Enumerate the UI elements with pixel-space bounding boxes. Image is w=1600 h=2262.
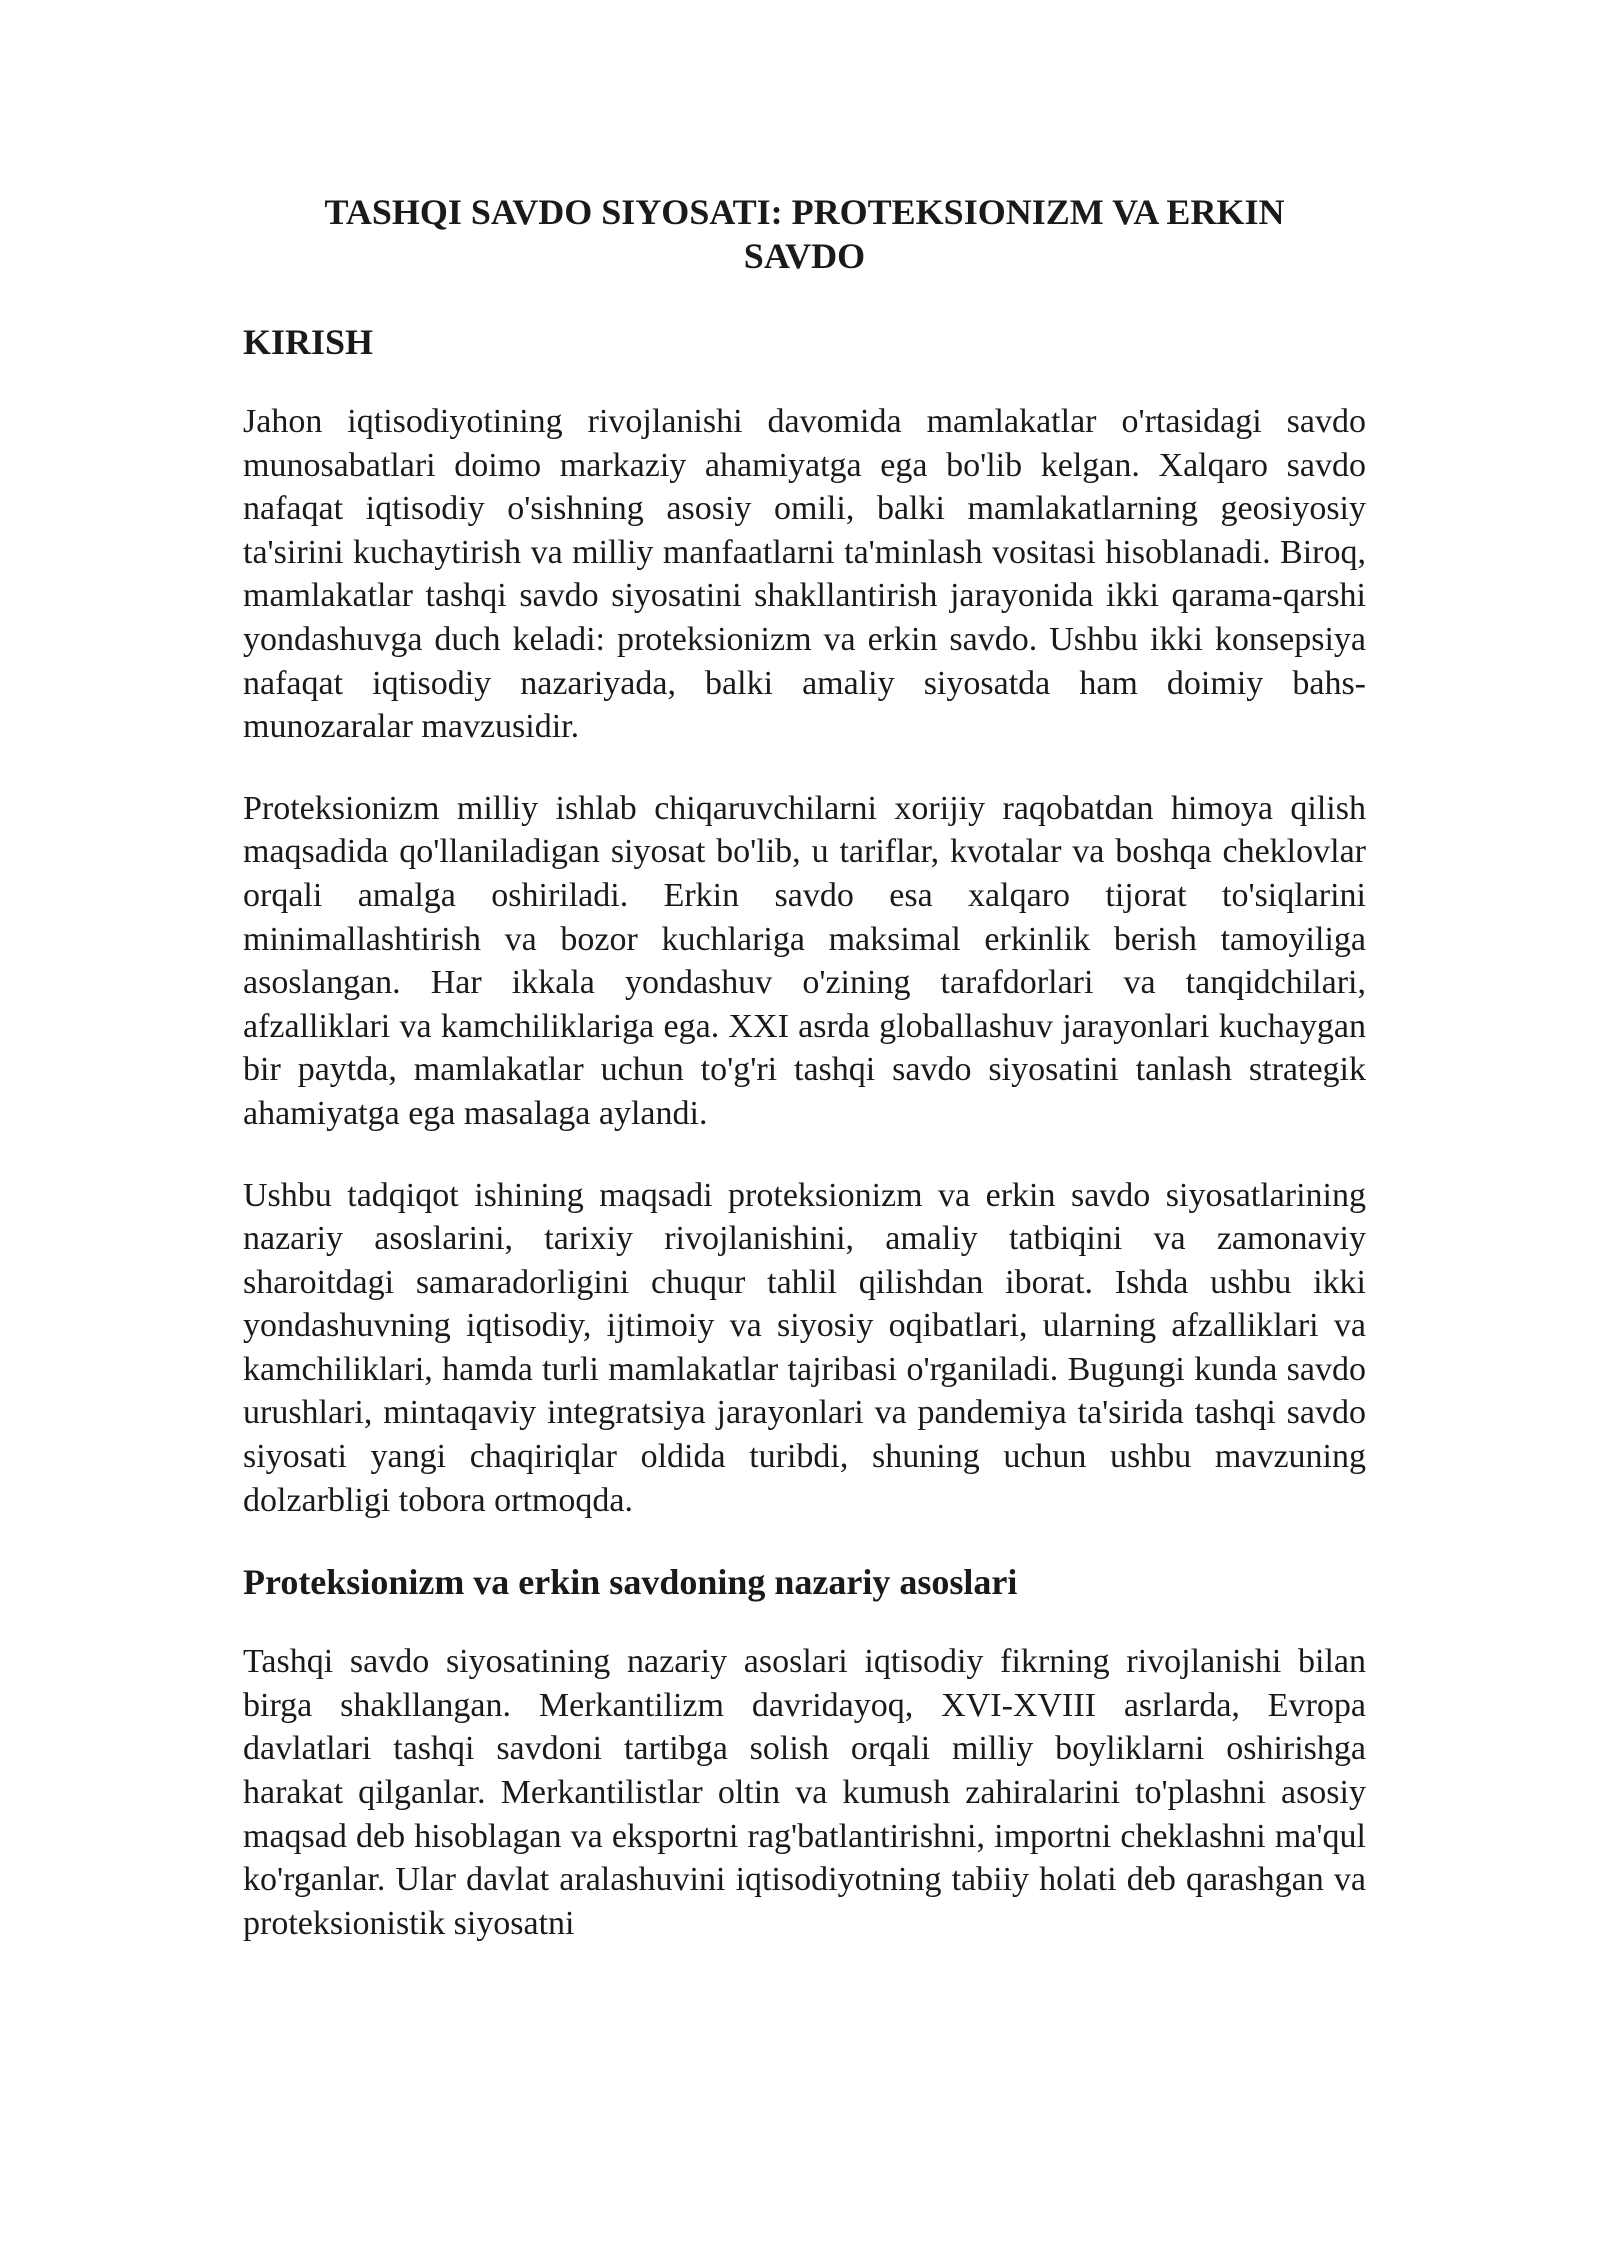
paragraph-intro-2: Proteksionizm milliy ishlab chiqaruvchilarni xorijiy raqobatdan himoya qilish maqsadida qo'llaniladigan siyosat bo'lib, u tariflar, kvotalar va boshqa cheklovlar orqali amalga oshiriladi. Erkin savdo esa xalqaro tijorat to'siqlarini minimallashtirish va bozor kuchlariga maksimal erkinlik berish tamoyiliga asoslangan. Har ikkala yondashuv o'zining tarafdorlari va tanqidchilari, afzalliklari va kamchiliklariga ega. XXI asrda globallashuv jarayonlari kuchaygan bir paytda, mamlakatlar uchun to'g'ri tashqi savdo siyosatini tanlash strategik ahamiyatga ega masalaga aylandi. [243,789,1366,1132]
section-heading-theory: Proteksionizm va erkin savdoning nazariy asoslari [243,1562,1018,1603]
document-title: TASHQI SAVDO SIYOSATI: PROTEKSIONIZM VA ERKIN SAVDO [324,192,1285,276]
paragraph-theory-1: Tashqi savdo siyosatining nazariy asoslari iqtisodiy fikrning rivojlanishi bilan birga shakllangan. Merkantilizm davridayoq, XVI-XVIII asrlarda, Evropa davlatlari tashqi savdoni tartibga solish orqali milliy boyliklarni oshirishga harakat qilganlar. Merkantilistlar oltin va kumush zahiralarini to'plashni asosiy maqsad deb hisoblagan va eksportni rag'batlantirishni, importni cheklashni ma'qul ko'rganlar. Ular davlat aralashuvini iqtisodiyotning tabiiy holati deb qarashgan va proteksionistik siyosatni [243,1643,1366,1942]
document-page [243,190,1366,1945]
section-heading-intro: KIRISH [243,322,374,362]
paragraph-intro-3: Ushbu tadqiqot ishining maqsadi proteksionizm va erkin savdo siyosatlarining nazariy asoslarini, tarixiy rivojlanishini, amaliy tatbiqini va zamonaviy sharoitdagi samaradorligini chuqur tahlil qilishdan iborat. Ishda ushbu ikki yondashuvning iqtisodiy, ijtimoiy va siyosiy oqibatlari, ularning afzalliklari va kamchiliklari, hamda turli mamlakatlar tajribasi o'rganiladi. Bugungi kunda savdo urushlari, mintaqaviy integratsiya jarayonlari va pandemiya ta'sirida tashqi savdo siyosati yangi chaqiriqlar oldida turibdi, shuning uchun ushbu mavzuning dolzarbligi tobora ortmoqda. [243,1176,1366,1519]
paragraph-intro-1: Jahon iqtisodiyotining rivojlanishi davomida mamlakatlar o'rtasidagi savdo munosabatlari doimo markaziy ahamiyatga ega bo'lib kelgan. Xalqaro savdo nafaqat iqtisodiy o'sishning asosiy omili, balki mamlakatlarning geosiyosiy ta'sirini kuchaytirish va milliy manfaatlarni ta'minlash vositasi hisoblanadi. Biroq, mamlakatlar tashqi savdo siyosatini shakllantirish jarayonida ikki qarama-qarshi yondashuvga duch keladi: proteksionizm va erkin savdo. Ushbu ikki konsepsiya nafaqat iqtisodiy nazariyada, balki amaliy siyosatda ham doimiy bahs-munozaralar mavzusidir. [243,403,1366,746]
